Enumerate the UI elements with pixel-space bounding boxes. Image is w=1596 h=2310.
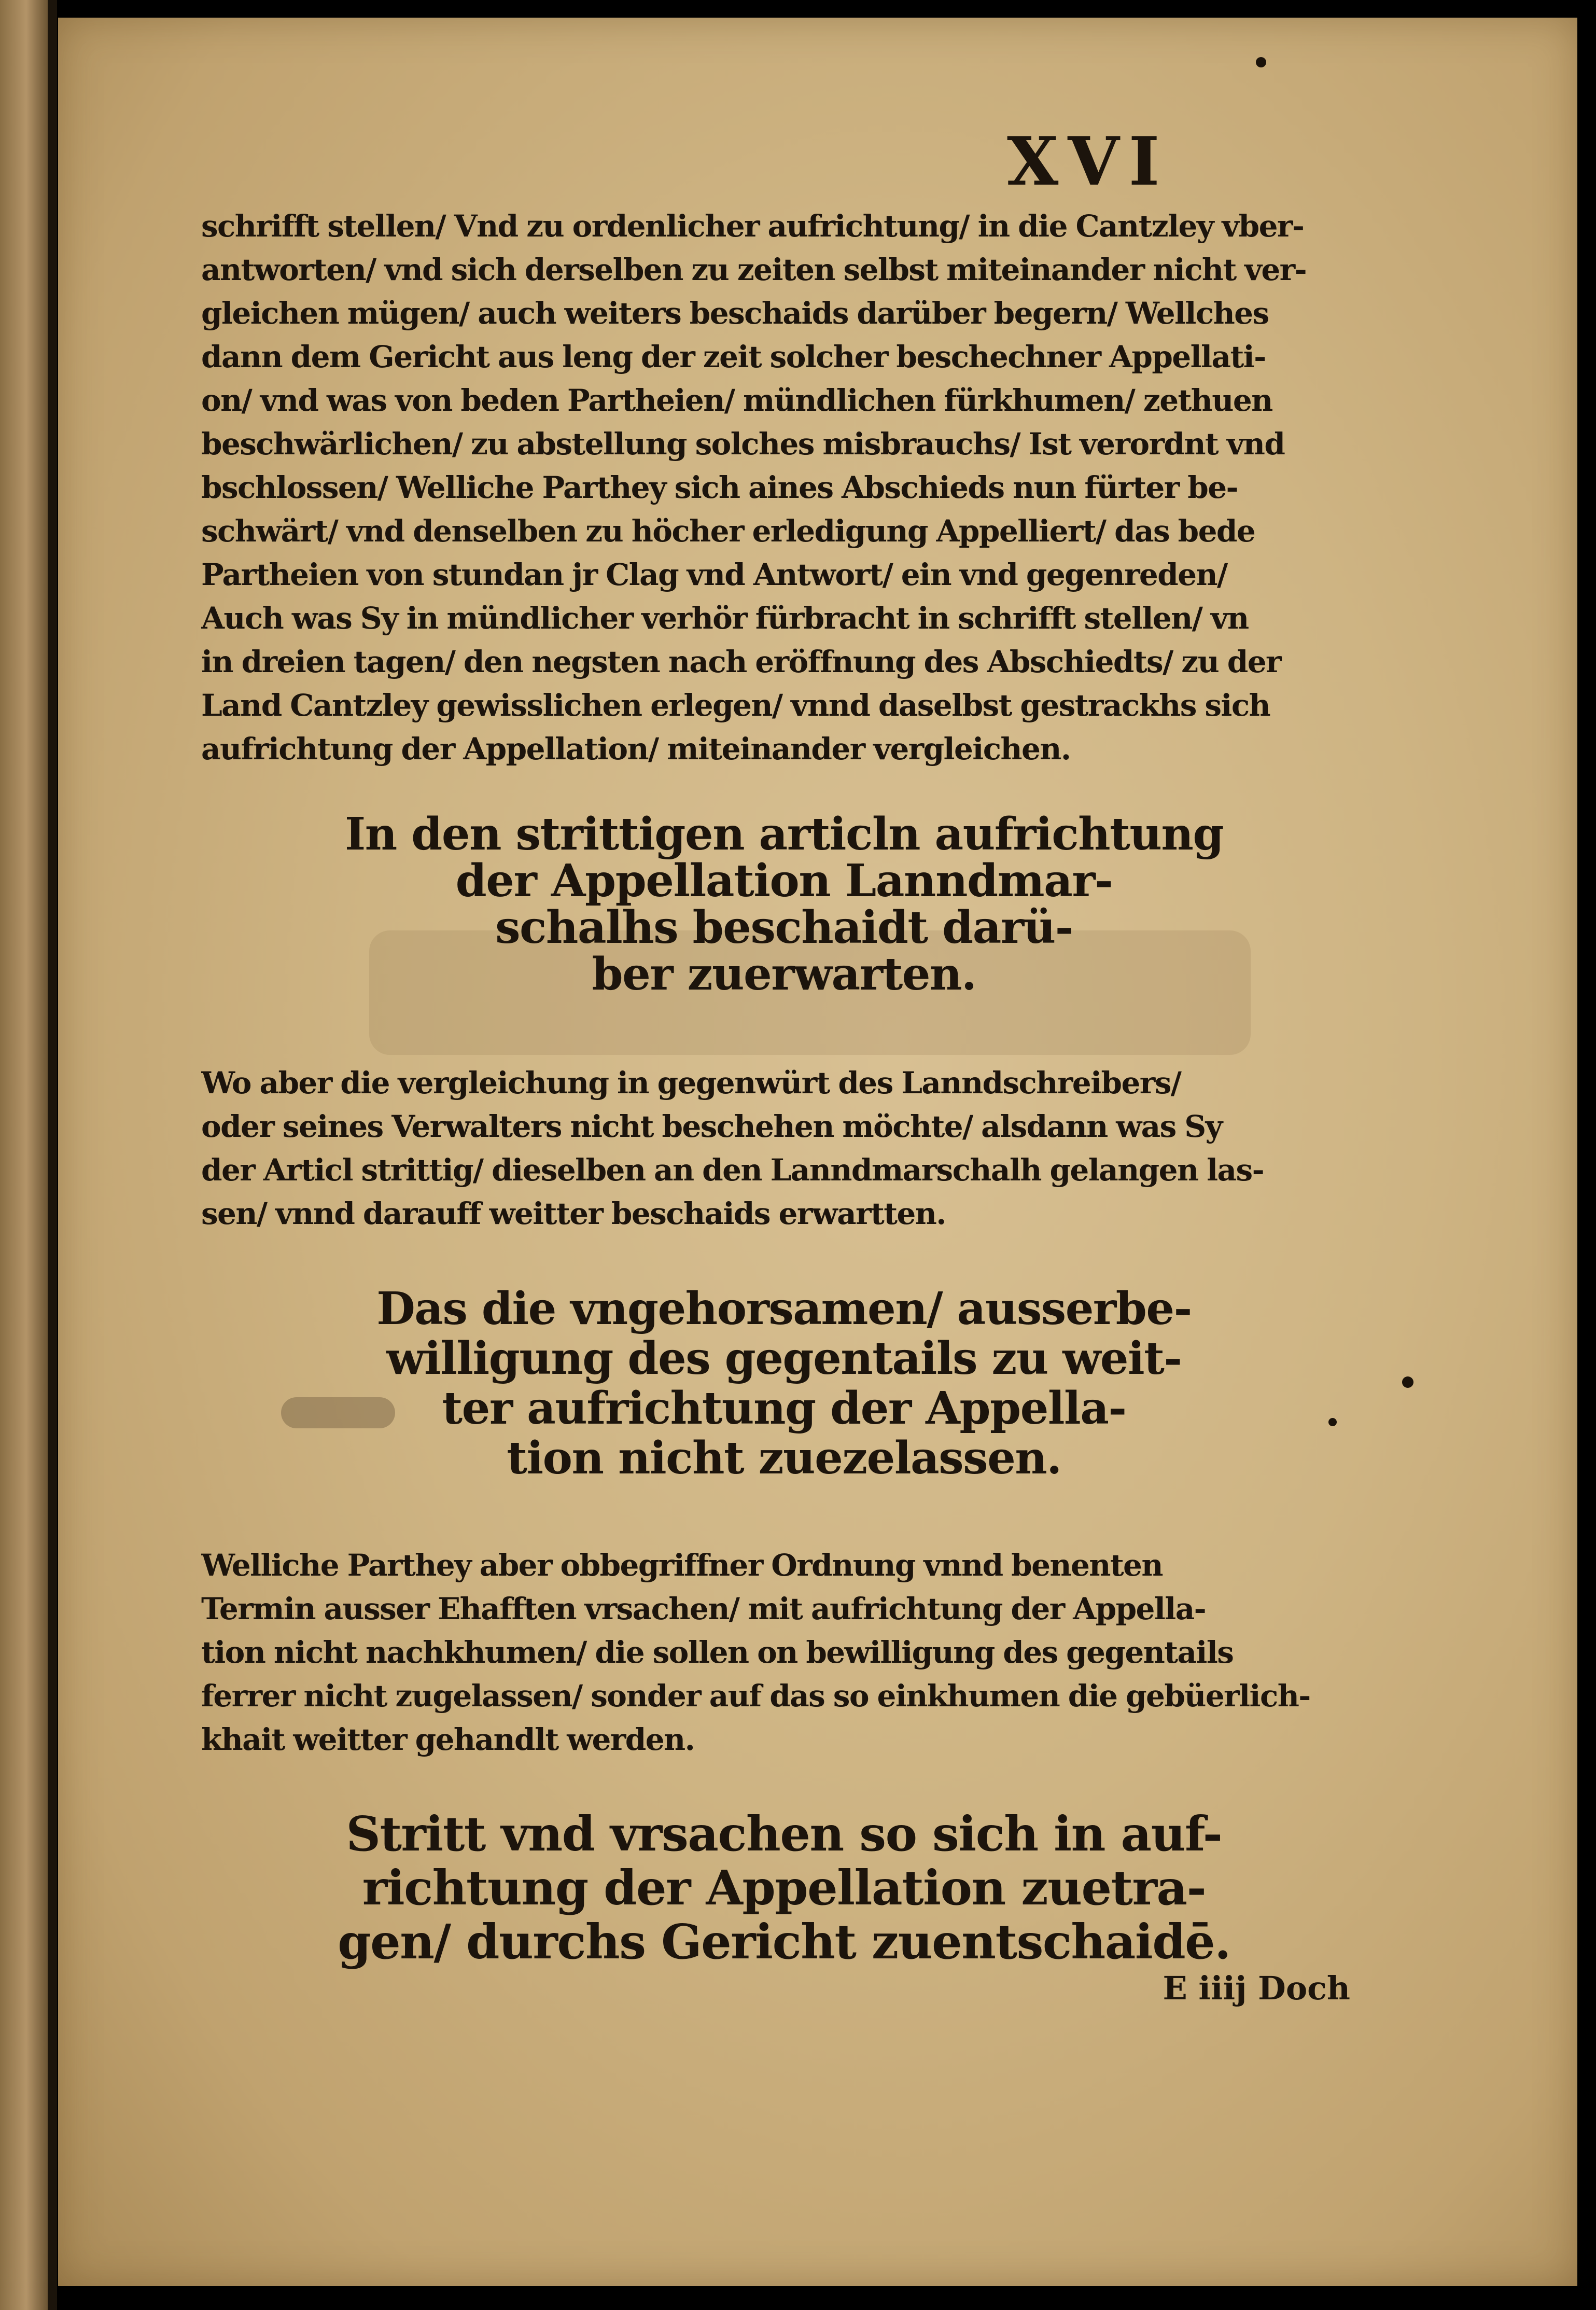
text-line: tion nicht nachkhumen/ die sollen on bewilligung des gegentails: [201, 1635, 1234, 1670]
text-line: khait weitter gehandlt werden.: [201, 1722, 695, 1757]
text-line: oder seines Verwalters nicht beschehen möchte/ alsdann was Sy: [201, 1109, 1222, 1144]
paragraph-disputed-articles: [201, 1061, 1350, 1235]
heading-line: gen/ durchs Gericht zuentschaidē.: [338, 1914, 1230, 1970]
text-line: ferrer nicht zugelassen/ sonder auf das so einkhumen die gebüerlich-: [201, 1678, 1310, 1714]
text-line: antworten/ vnd sich derselben zu zeiten selbst miteinander nicht ver-: [201, 252, 1307, 287]
text-line: gleichen mügen/ auch weiters beschaids darüber begern/ Wellches: [201, 296, 1269, 331]
left-page-edge: [0, 0, 48, 2310]
heading-line: In den strittigen articln aufrichtung: [344, 808, 1224, 860]
text-line: bschlossen/ Welliche Parthey sich aines Abschieds nun fürter be-: [201, 470, 1238, 505]
text-line: Termin ausser Ehafften vrsachen/ mit aufrichtung der Appella-: [201, 1591, 1206, 1626]
printed-page: [58, 18, 1577, 2286]
text-line: on/ vnd was von beden Partheien/ mündlichen fürkhumen/ zethuen: [201, 383, 1272, 418]
text-line: Partheien von stundan jr Clag vnd Antwort/ ein vnd gegenreden/: [201, 557, 1227, 592]
paragraph-disobedient-parties: [201, 1543, 1350, 1761]
ink-speck: [1402, 1376, 1413, 1388]
heading-line: Das die vngehorsamen/ ausserbe-: [376, 1283, 1192, 1335]
heading-line: ter aufrichtung der Appella-: [442, 1382, 1126, 1435]
heading-line: schalhs beschaidt darü-: [495, 901, 1073, 954]
text-line: der Articl strittig/ dieselben an den Lanndmarschalh gelangen las-: [201, 1152, 1264, 1188]
heading-line: Stritt vnd vrsachen so sich in auf-: [346, 1806, 1222, 1862]
heading-line: richtung der Appellation zuetra-: [362, 1860, 1206, 1916]
signature-catchword: E iiij Doch: [1163, 1969, 1350, 2007]
section-heading: [265, 1284, 1303, 1483]
section-heading: [265, 808, 1303, 1000]
folio-number: XVI: [1007, 123, 1169, 201]
text-line: beschwärlichen/ zu abstellung solches misbrauchs/ Ist verordnt vnd: [201, 426, 1285, 462]
ink-speck: [1256, 57, 1266, 67]
heading-line: ber zuerwarten.: [592, 948, 976, 1000]
heading-line: willigung des gegentails zu weit-: [386, 1332, 1182, 1385]
book-gutter: [48, 0, 57, 2310]
text-line: dann dem Gericht aus leng der zeit solcher beschechner Appellati-: [201, 339, 1266, 374]
text-line: Land Cantzley gewisslichen erlegen/ vnnd daselbst gestrackhs sich: [201, 688, 1270, 723]
paragraph-appellation-procedure: [201, 204, 1350, 771]
ink-speck: [1328, 1418, 1337, 1426]
text-line: in dreien tagen/ den negsten nach eröffnung des Abschiedts/ zu der: [201, 644, 1281, 679]
heading-line: tion nicht zuezelassen.: [507, 1432, 1061, 1484]
text-line: schwärt/ vnd denselben zu höcher erledigung Appelliert/ das bede: [201, 513, 1255, 549]
heading-line: der Appellation Lanndmar-: [455, 855, 1113, 907]
text-line: Wo aber die vergleichung in gegenwürt des Lanndschreibers/: [201, 1065, 1181, 1101]
text-line: schrifft stellen/ Vnd zu ordenlicher aufrichtung/ in die Cantzley vber-: [201, 208, 1304, 244]
text-line: Auch was Sy in mündlicher verhör fürbracht in schrifft stellen/ vn: [201, 601, 1249, 636]
text-line: Welliche Parthey aber obbegriffner Ordnung vnnd benenten: [201, 1548, 1163, 1583]
section-heading: [265, 1807, 1303, 1969]
text-line: sen/ vnnd darauff weitter beschaids erwartten.: [201, 1196, 946, 1231]
text-line: aufrichtung der Appellation/ miteinander vergleichen.: [201, 731, 1071, 767]
